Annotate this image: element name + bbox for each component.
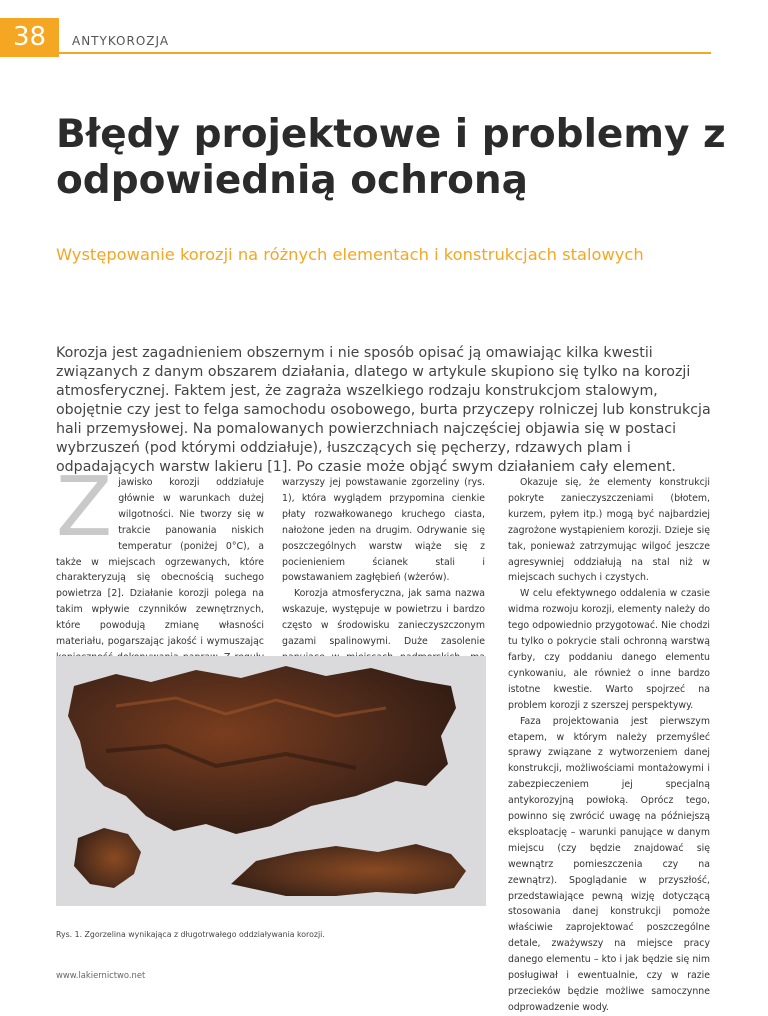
small-rust-flake — [74, 828, 141, 888]
article-title: Błędy projektowe i problemy z odpowiednią ochroną — [56, 112, 726, 203]
paragraph: warzyszy jej powstawanie zgorzeliny (rys. 1), która wyglądem przypomina cienkie płaty rozwałkowanego kruchego ciasta, nałożone jeden na drugim. Odrywanie się poszczególnych warstw wiąże się z pocienieniem ścianek stali i powstawaniem zagłębień (wżerów). — [282, 477, 485, 584]
paragraph: Okazuje się, że elementy konstrukcji pokryte zanieczyszczeniami (błotem, kurzem, pyłem itp.) mogą być najbardziej zagrożone wystąpieniem korozji. Dzieje się tak, ponieważ zatrzymując wilgoć jeszcze agresywniej oddziałują na stal niż w miejscach suchych i czystych. — [508, 477, 710, 584]
paragraph: Faza projektowania jest pierwszym etapem, w którym należy przemyśleć sprawy związane z wytworzeniem danej konstrukcji, możliwościami montażowymi i zabezpieczeniem jej specjalną antykorozyjną powłoką. Oprócz tego, powinno się zwrócić uwagę na późniejszą eksploatację – warunki panujące w danym miejscu (czy będzie znajdować się wewnątrz pomieszczenia czy na zewnątrz). Spoglądanie w przyszłość, przedstawiające pewną wizję dotyczącą stosowania danej konstrukcji pomoże właściwie zaprojektować poszczególne detale, zważywszy na miejsce pracy danego elementu – kto i jak będzie się nim posługiwał i ewentualnie, czy w razie przecieków będzie możliwe samoczynne odprowadzenie wody. — [508, 715, 710, 1013]
article-lead: Korozja jest zagadnieniem obszernym i nie sposób opisać ją omawiając kilka kwestii związanych z danym obszarem działania, dlatego w artykule skupiono się tylko na korozji atmosferycznej. Faktem jest, że zagraża wszelkiego rodzaju konstrukcjom stalowym, obojętnie czy jest to felga samochodu osobowego, burta przyczepy rolniczej lub konstrukcja hali przemysłowej. Na pomalowanych powierzchniach najczęściej objawia się w postaci wybrzuszeń (pod którymi oddziałuje), łuszczących się pęcherzy, rdzawych plam i odpadających warstw lakieru [1]. Po czasie może objąć swym działaniem cały element. — [56, 345, 711, 475]
rust-flakes-image — [56, 656, 486, 906]
scale-corrosion-photo — [56, 656, 486, 906]
paragraph: jawisko korozji oddziałuje głównie w warunkach dużej wilgotności. Nie tworzy się w trakcie panowania niskich temperatur (poniżej 0°C), a także w miejscach ogrzewanych, które charakteryzują się obecnością suchego powietrza [2]. Działanie korozji polega na takim wpływie czynników zewnętrznych, które powodują zmianę własności materiału, pogarszając jakość i wymuszając — [56, 477, 264, 648]
section-label: ANTYKOROZJA — [72, 34, 170, 48]
page-number: 38 — [0, 18, 59, 57]
drop-cap: Z — [56, 460, 113, 555]
paragraph: Korozja atmosferyczna, jak sama nazwa wskazuje, występuje w powietrzu i bardzo często w środowisku zanieczyszczonym gazami spalinowymi. Duże zasolenie — [282, 588, 485, 648]
column-3 — [508, 475, 710, 1016]
medium-rust-flake — [231, 844, 466, 896]
footer-url: www.lakiernictwo.net — [56, 970, 146, 980]
article-subtitle: Występowanie korozji na różnych elementach i konstrukcjach stalowych — [56, 245, 644, 264]
header-divider — [59, 52, 711, 54]
figure-caption: Rys. 1. Zgorzelina wynikająca z długotrwałego oddziaływania korozji. — [56, 930, 325, 939]
paragraph: W celu efektywnego oddalenia w czasie widma rozwoju korozji, elementy należy do tego odpowiednio przygotować. Nie chodzi tu tylko o pokrycie stali ochronną warstwą farby, czy poddaniu danego elementu cynkowaniu, ale również o inne bardzo istotne kwestie. Warto spojrzeć na problem korozji z szerszej perspektywy. — [508, 588, 711, 711]
